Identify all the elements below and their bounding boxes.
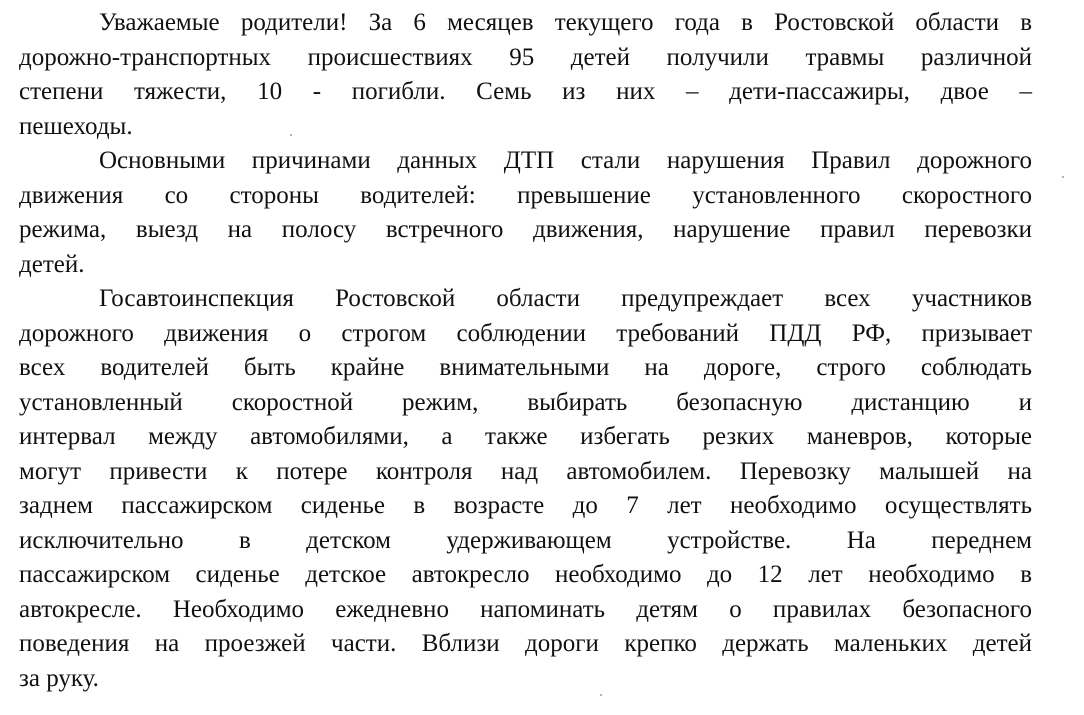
text-line: Основными причинами данных ДТП стали нарушения Правил дорожного <box>99 147 1032 174</box>
text-line: Госавтоинспекция Ростовской области предупреждает всех участников <box>99 285 1032 312</box>
scan-speck <box>290 134 292 136</box>
scan-speck <box>1062 176 1064 178</box>
text-line: пассажирском сиденье детское автокресло необходимо до 12 лет необходимо в <box>19 561 1032 588</box>
scan-speck <box>600 694 602 696</box>
text-line: интервал между автомобилями, а также избегать резких маневров, которые <box>19 423 1032 450</box>
text-line: пешеходы. <box>19 112 133 140</box>
paragraph-1 <box>19 6 1032 144</box>
text-line: могут привести к потере контроля над автомобилем. Перевозку малышей на <box>19 457 1032 485</box>
text-line: дорожного движения о строгом соблюдении требований ПДД РФ, призывает <box>19 319 1032 347</box>
text-line: детей. <box>19 250 85 278</box>
text-line: степени тяжести, 10 - погибли. Семь из них – дети-пассажиры, двое – <box>19 78 1032 105</box>
text-line: движения со стороны водителей: превышение установленного скоростного <box>19 181 1032 209</box>
text-line: дорожно-транспортных происшествиях 95 детей получили травмы различной <box>19 43 1032 71</box>
text-line: всех водителей быть крайне внимательными на дороге, строго соблюдать <box>19 354 1032 381</box>
document-body <box>19 6 1032 696</box>
text-line: режима, выезд на полосу встречного движения, нарушение правил перевозки <box>19 216 1032 243</box>
paragraph-3 <box>19 282 1032 696</box>
text-line: установленный скоростной режим, выбирать безопасную дистанцию и <box>19 388 1032 416</box>
paragraph-2 <box>19 144 1032 282</box>
text-line: Уважаемые родители! За 6 месяцев текущего года в Ростовской области в <box>99 9 1032 36</box>
text-line: за руку. <box>19 664 99 692</box>
text-line: заднем пассажирском сиденье в возрасте до 7 лет необходимо осуществлять <box>19 492 1032 519</box>
text-line: автокресле. Необходимо ежедневно напоминать детям о правилах безопасного <box>19 595 1032 623</box>
text-line: исключительно в детском удерживающем устройстве. На переднем <box>19 526 1032 554</box>
text-line: поведения на проезжей части. Вблизи дороги крепко держать маленьких детей <box>19 630 1032 657</box>
